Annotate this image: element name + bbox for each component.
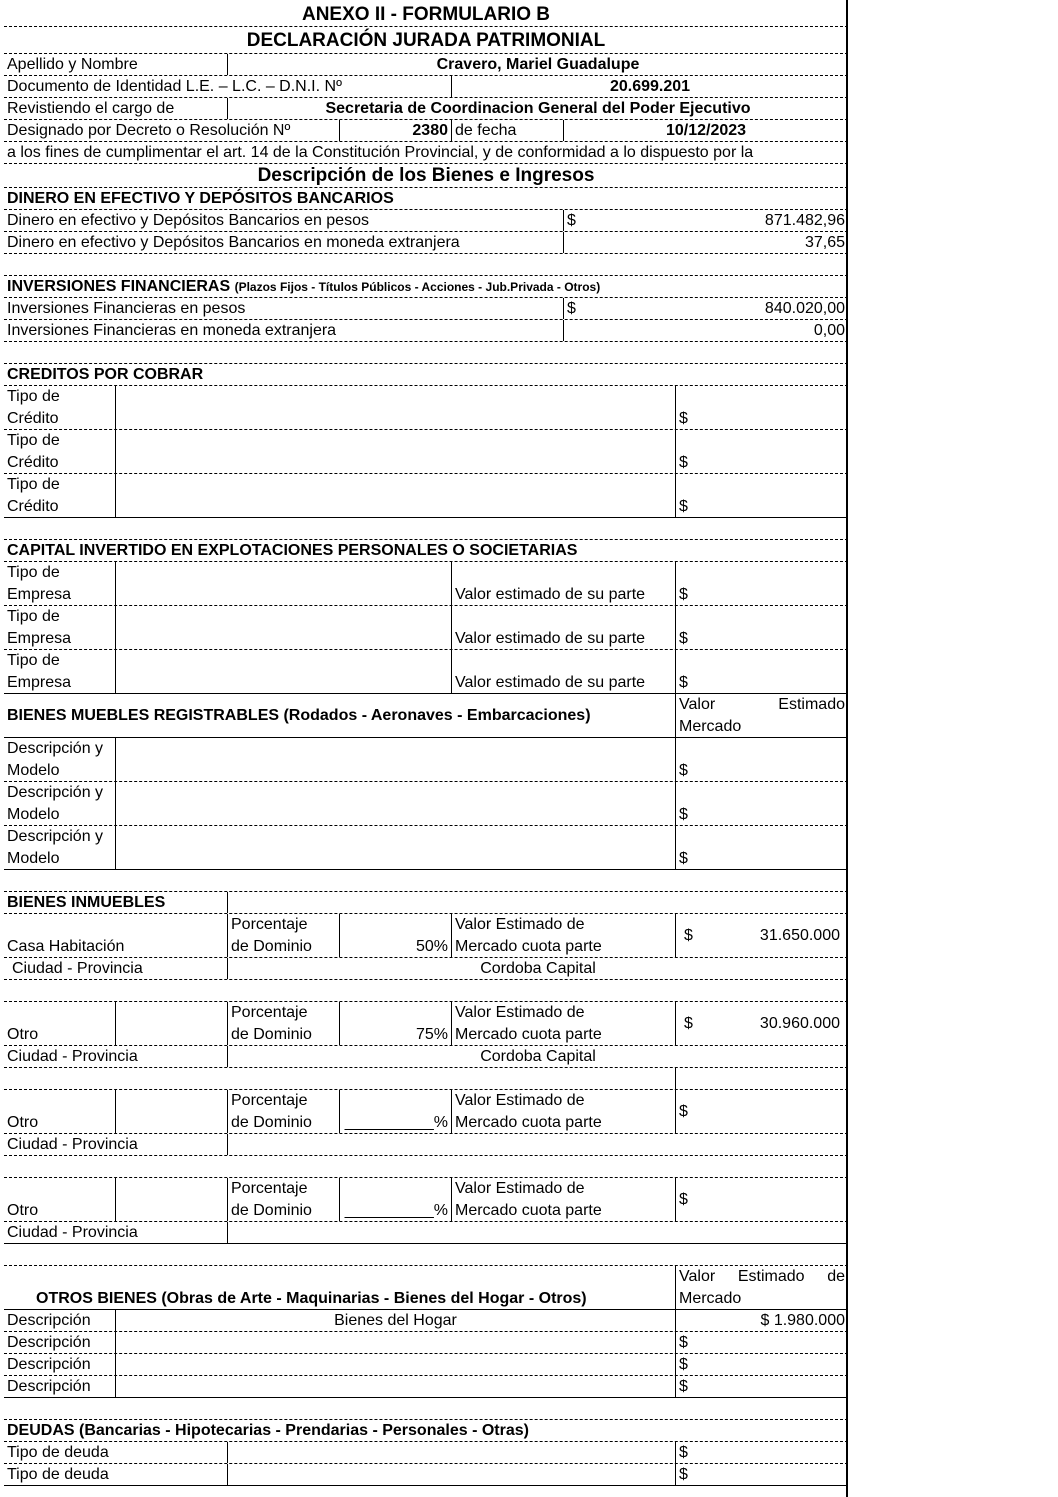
capital-row xyxy=(4,650,848,694)
real-estate-title-row xyxy=(4,892,848,914)
other-goods-title: OTROS BIENES (Obras de Arte - Maquinarias - Bienes del Hogar - Otros) xyxy=(4,1266,676,1309)
property-type: Otro xyxy=(4,1178,116,1221)
cash-title: DINERO EN EFECTIVO Y DEPÓSITOS BANCARIOS xyxy=(7,190,394,207)
credit-description-cell xyxy=(116,386,676,429)
property-location: Cordoba Capital xyxy=(480,960,596,977)
company-value-label: Valor estimado de su parte xyxy=(452,606,676,649)
movable-currency: $ xyxy=(679,762,688,779)
company-type-label xyxy=(4,562,116,605)
movable-label xyxy=(4,738,116,781)
property-location-row xyxy=(4,1046,848,1068)
spacer-row xyxy=(4,254,848,276)
property-value xyxy=(684,1002,840,1045)
location-label: Ciudad - Provincia xyxy=(4,1222,228,1243)
movable-label-line2: Modelo xyxy=(7,850,60,867)
movable-label-line2: Modelo xyxy=(7,806,60,823)
company-type-label-line1: Tipo de xyxy=(7,608,60,625)
company-description-cell xyxy=(116,606,452,649)
property-type-detail-cell xyxy=(116,1002,228,1045)
property-value-label xyxy=(452,1002,676,1045)
property-amount: 31.650.000 xyxy=(759,927,840,944)
ownership-percent: 75% xyxy=(340,1002,452,1045)
other-good-value: $ 1.980.000 xyxy=(760,1312,845,1329)
property-type-detail-cell xyxy=(116,1178,228,1221)
investments-heading xyxy=(4,276,848,297)
property-value xyxy=(684,914,840,957)
cash-foreign-value: 37,65 xyxy=(804,234,845,251)
other-good-value: $ xyxy=(679,1356,688,1373)
other-good-label: Descripción xyxy=(4,1332,116,1353)
annex-title: ANEXO II - FORMULARIO B xyxy=(301,4,551,25)
company-type-label-line2: Empresa xyxy=(7,630,72,647)
company-currency: $ xyxy=(679,674,688,691)
property-value-label xyxy=(452,1178,676,1221)
date-value: 10/12/2023 xyxy=(665,122,747,139)
other-good-description xyxy=(116,1332,676,1353)
ownership-label-line1: Porcentaje xyxy=(231,916,308,933)
cash-foreign-label: Dinero en efectivo y Depósitos Bancarios en moneda extranjera xyxy=(4,232,564,253)
other-good-description xyxy=(116,1354,676,1375)
property-type-detail-cell xyxy=(116,1090,228,1133)
ownership-percent: __________% xyxy=(340,1090,452,1133)
role-label: Revistiendo el cargo de xyxy=(4,98,228,119)
property-type: Casa Habitación xyxy=(4,914,228,957)
spacer-row xyxy=(4,1068,848,1090)
spacer-row xyxy=(4,1156,848,1178)
property-location-row xyxy=(4,1222,848,1244)
credit-type-label xyxy=(4,474,116,517)
decree-value: 2380 xyxy=(340,120,452,141)
other-good-description: Bienes del Hogar xyxy=(116,1310,676,1331)
property-currency: $ xyxy=(684,1015,693,1032)
spacer-row xyxy=(4,342,848,364)
spacer-cell xyxy=(4,1068,676,1089)
investments-pesos-value: 840.020,00 xyxy=(764,300,845,317)
property-type: Otro xyxy=(4,1002,116,1045)
credit-row xyxy=(4,430,848,474)
property-value-label-line2: Mercado cuota parte xyxy=(455,1026,602,1043)
credits-title-row xyxy=(4,364,848,386)
ownership-label-line2: de Dominio xyxy=(231,938,312,955)
spacer-row xyxy=(4,518,848,540)
credit-type-label xyxy=(4,386,116,429)
other-good-row xyxy=(4,1310,848,1332)
property-row xyxy=(4,1002,848,1046)
location-label: Ciudad - Provincia xyxy=(4,1134,228,1155)
movable-label-line1: Descripción y xyxy=(7,784,104,801)
credit-type-label-line1: Tipo de xyxy=(7,476,60,493)
debt-currency: $ xyxy=(679,1466,688,1483)
property-value-cell xyxy=(676,1090,848,1133)
capital-row xyxy=(4,606,848,650)
other-goods-value-header-line2: Mercado xyxy=(679,1290,742,1307)
investments-pesos-cell xyxy=(564,298,848,319)
spacer-row xyxy=(4,870,848,892)
debts-title-row xyxy=(4,1420,848,1442)
property-currency: $ xyxy=(684,927,693,944)
cash-pesos-row xyxy=(4,210,848,232)
investments-subtitle: (Plazos Fijos - Títulos Públicos - Acciones - Jub.Privada - Otros) xyxy=(234,280,601,294)
company-type-label-line1: Tipo de xyxy=(7,564,60,581)
other-good-value: $ xyxy=(679,1334,688,1351)
property-value-label xyxy=(452,914,676,957)
property-value-label-line2: Mercado cuota parte xyxy=(455,1202,602,1219)
movable-label xyxy=(4,782,116,825)
cash-pesos-label: Dinero en efectivo y Depósitos Bancarios en pesos xyxy=(4,210,564,231)
role-value: Secretaria de Coordinacion General del Poder Ejecutivo xyxy=(325,100,751,117)
company-description-cell xyxy=(116,562,452,605)
investments-pesos-currency: $ xyxy=(567,300,576,317)
property-value-cell xyxy=(676,914,848,957)
other-good-row xyxy=(4,1354,848,1376)
capital-title: CAPITAL INVERTIDO EN EXPLOTACIONES PERSONALES O SOCIETARIAS xyxy=(7,542,578,559)
property-value-label-line1: Valor Estimado de xyxy=(455,1004,585,1021)
company-type-label-line2: Empresa xyxy=(7,674,72,691)
ownership-label-line1: Porcentaje xyxy=(231,1180,308,1197)
ownership-percent: __________% xyxy=(340,1178,452,1221)
doc-row xyxy=(4,76,848,98)
description-title: Descripción de los Bienes e Ingresos xyxy=(257,165,595,186)
property-currency: $ xyxy=(679,1103,688,1120)
company-value-label: Valor estimado de su parte xyxy=(452,562,676,605)
date-label: de fecha xyxy=(452,120,564,141)
movables-value-header-word: Estimado xyxy=(778,696,845,713)
property-location xyxy=(228,1222,848,1243)
property-row xyxy=(4,1178,848,1222)
debt-label: Tipo de deuda xyxy=(4,1464,228,1485)
other-goods-value-header-word: Valor xyxy=(679,1268,716,1285)
ownership-label-line1: Porcentaje xyxy=(231,1004,308,1021)
movables-value-header-line1 xyxy=(679,694,845,716)
property-location-row xyxy=(4,1134,848,1156)
company-currency: $ xyxy=(679,586,688,603)
credit-type-label-line1: Tipo de xyxy=(7,432,60,449)
ownership-label-line2: de Dominio xyxy=(231,1026,312,1043)
ownership-label xyxy=(228,1178,340,1221)
credit-type-label-line1: Tipo de xyxy=(7,388,60,405)
cash-pesos-value: 871.482,96 xyxy=(764,212,845,229)
ownership-label-line2: de Dominio xyxy=(231,1202,312,1219)
spacer-row xyxy=(4,980,848,1002)
credit-row xyxy=(4,386,848,430)
form-title: DECLARACIÓN JURADA PATRIMONIAL xyxy=(246,30,606,51)
real-estate-title: BIENES INMUEBLES xyxy=(4,892,228,913)
property-value-label-line2: Mercado cuota parte xyxy=(455,1114,602,1131)
ownership-label-line2: de Dominio xyxy=(231,1114,312,1131)
location-label: Ciudad - Provincia xyxy=(4,958,228,979)
doc-value: 20.699.201 xyxy=(609,78,691,95)
investments-pesos-row xyxy=(4,298,848,320)
property-location: Cordoba Capital xyxy=(480,1048,596,1065)
ownership-label xyxy=(228,1002,340,1045)
cash-title-row xyxy=(4,188,848,210)
movables-value-header xyxy=(676,694,848,737)
property-value-label-line2: Mercado cuota parte xyxy=(455,938,602,955)
cash-pesos-currency: $ xyxy=(567,212,576,229)
investments-foreign-label: Inversiones Financieras en moneda extranjera xyxy=(4,320,564,341)
other-goods-value-header xyxy=(676,1266,848,1309)
movable-description-cell xyxy=(116,738,676,781)
movable-label xyxy=(4,826,116,869)
location-label: Ciudad - Provincia xyxy=(4,1046,228,1067)
movable-label-line2: Modelo xyxy=(7,762,60,779)
decree-row xyxy=(4,120,848,142)
investments-foreign-value: 0,00 xyxy=(813,322,845,339)
credit-description-cell xyxy=(116,430,676,473)
cash-foreign-row xyxy=(4,232,848,254)
role-row xyxy=(4,98,848,120)
other-good-row xyxy=(4,1332,848,1354)
other-good-label: Descripción xyxy=(4,1310,116,1331)
credits-title: CREDITOS POR COBRAR xyxy=(7,366,204,383)
company-type-label-line1: Tipo de xyxy=(7,652,60,669)
statement-row xyxy=(4,142,848,164)
debt-description-cell xyxy=(228,1464,676,1485)
other-good-label: Descripción xyxy=(4,1376,116,1397)
capital-title-row xyxy=(4,540,848,562)
other-goods-value-header-word: de xyxy=(827,1268,845,1285)
movable-label-line1: Descripción y xyxy=(7,828,104,845)
other-good-description xyxy=(116,1376,676,1397)
movable-row xyxy=(4,826,848,870)
property-value-label-line1: Valor Estimado de xyxy=(455,1180,585,1197)
credit-description-cell xyxy=(116,474,676,517)
credit-currency: $ xyxy=(679,410,688,427)
investments-title-row xyxy=(4,276,848,298)
credit-currency: $ xyxy=(679,454,688,471)
doc-label: Documento de Identidad L.E. – L.C. – D.N.I. Nº xyxy=(4,76,452,97)
debt-row xyxy=(4,1442,848,1464)
title-row xyxy=(4,27,848,54)
property-value-label-line1: Valor Estimado de xyxy=(455,1092,585,1109)
other-goods-value-header-word: Estimado xyxy=(737,1268,805,1285)
debt-row xyxy=(4,1464,848,1486)
investments-foreign-row xyxy=(4,320,848,342)
spacer-row xyxy=(4,1398,848,1420)
credit-row xyxy=(4,474,848,518)
movable-currency: $ xyxy=(679,806,688,823)
capital-row xyxy=(4,562,848,606)
debt-label: Tipo de deuda xyxy=(4,1442,228,1463)
movable-description-cell xyxy=(116,782,676,825)
movables-value-header-word: Valor xyxy=(679,696,716,713)
credit-type-label-line2: Crédito xyxy=(7,410,59,427)
ownership-label-line1: Porcentaje xyxy=(231,1092,308,1109)
property-row xyxy=(4,1090,848,1134)
company-description-cell xyxy=(116,650,452,693)
description-title-row xyxy=(4,164,848,188)
credit-currency: $ xyxy=(679,498,688,515)
ownership-label xyxy=(228,1090,340,1133)
movable-description-cell xyxy=(116,826,676,869)
property-value-label xyxy=(452,1090,676,1133)
property-value-cell xyxy=(676,1178,848,1221)
other-goods-value-header-line1 xyxy=(679,1266,845,1288)
movables-title: BIENES MUEBLES REGISTRABLES (Rodados - Aeronaves - Embarcaciones) xyxy=(4,694,676,737)
property-amount: 30.960.000 xyxy=(759,1015,840,1032)
property-type: Otro xyxy=(4,1090,116,1133)
other-goods-title-row xyxy=(4,1266,848,1310)
debt-description-cell xyxy=(228,1442,676,1463)
cash-pesos-cell xyxy=(564,210,848,231)
name-row xyxy=(4,54,848,76)
movables-title-row xyxy=(4,694,848,738)
ownership-percent: 50% xyxy=(340,914,452,957)
spacer-row xyxy=(4,1244,848,1266)
decree-label: Designado por Decreto o Resolución Nº xyxy=(4,120,340,141)
company-value-label: Valor estimado de su parte xyxy=(452,650,676,693)
property-row xyxy=(4,914,848,958)
other-good-label: Descripción xyxy=(4,1354,116,1375)
movable-row xyxy=(4,738,848,782)
company-type-label xyxy=(4,650,116,693)
movable-currency: $ xyxy=(679,850,688,867)
company-type-label xyxy=(4,606,116,649)
name-label: Apellido y Nombre xyxy=(4,54,228,75)
investments-title: INVERSIONES FINANCIERAS xyxy=(7,278,231,295)
credit-type-label-line2: Crédito xyxy=(7,454,59,471)
investments-pesos-label: Inversiones Financieras en pesos xyxy=(4,298,564,319)
movable-row xyxy=(4,782,848,826)
other-good-value: $ xyxy=(679,1378,688,1395)
debts-title: DEUDAS (Bancarias - Hipotecarias - Prendarias - Personales - Otras) xyxy=(7,1422,529,1439)
credit-type-label xyxy=(4,430,116,473)
annex-row xyxy=(4,3,848,27)
debt-currency: $ xyxy=(679,1444,688,1461)
property-value-label-line1: Valor Estimado de xyxy=(455,916,585,933)
property-location xyxy=(228,1134,848,1155)
ownership-label xyxy=(228,914,340,957)
declaration-form xyxy=(4,3,848,1486)
property-currency: $ xyxy=(679,1191,688,1208)
company-type-label-line2: Empresa xyxy=(7,586,72,603)
company-currency: $ xyxy=(679,630,688,647)
movable-label-line1: Descripción y xyxy=(7,740,104,757)
credit-type-label-line2: Crédito xyxy=(7,498,59,515)
property-value-cell xyxy=(676,1002,848,1045)
other-good-row xyxy=(4,1376,848,1398)
name-value: Cravero, Mariel Guadalupe xyxy=(436,56,640,73)
movables-value-header-line2: Mercado xyxy=(679,718,742,735)
property-location-row xyxy=(4,958,848,980)
statement-text: a los fines de cumplimentar el art. 14 de la Constitución Provincial, y de conformidad a lo dispuesto por la xyxy=(7,144,754,161)
